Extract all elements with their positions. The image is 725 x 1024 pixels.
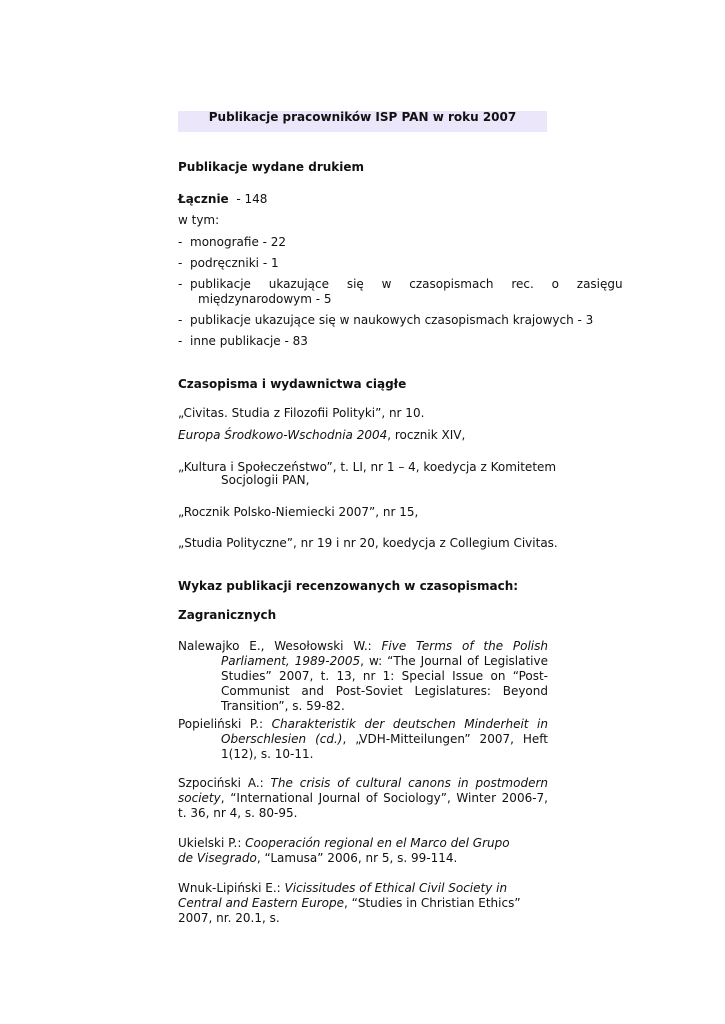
- journal-title: Europa Środkowo-Wschodnia 2004: [178, 428, 388, 442]
- list-item: [178, 277, 623, 292]
- publication-entry: [178, 836, 523, 866]
- journal-entry: „Studia Polityczne”, nr 19 i nr 20, koedycja z Collegium Civitas.: [178, 536, 558, 550]
- publication-title: Five Terms of the Polish Parliament, 1989-2005: [221, 639, 549, 668]
- bullet: -: [178, 313, 183, 327]
- publication-title: Charakteristik der deutschen Minderheit in Oberschlesien (cd.): [221, 717, 549, 746]
- publication-author: Popieliński P.:: [178, 717, 272, 731]
- bullet: -: [178, 235, 183, 249]
- journal-entry-continuation: Socjologii PAN,: [221, 473, 310, 487]
- total-line: [178, 192, 267, 207]
- publication-author: Ukielski P.:: [178, 836, 246, 850]
- list-item: [178, 256, 550, 271]
- publication-author: Szpociński A.:: [178, 776, 271, 790]
- journal-entry: „Rocznik Polsko-Niemiecki 2007”, nr 15,: [178, 505, 419, 519]
- journal-entry: „Kultura i Społeczeństwo”, t. LI, nr 1 – 4, koedycja z Komitetem: [178, 460, 557, 474]
- bullet: -: [178, 256, 183, 270]
- publication-details: , “Lamusa” 2006, nr 5, s. 99-114.: [256, 851, 458, 865]
- journals-heading: Czasopisma i wydawnictwa ciągłe: [178, 377, 407, 391]
- journal-details: , rocznik XIV,: [387, 428, 466, 442]
- publication-title: Cooperación regional en el Marco del Grupo de Visegrado: [178, 836, 510, 865]
- list-item: [178, 334, 550, 349]
- printed-section-heading: Publikacje wydane drukiem: [178, 160, 365, 174]
- reviewed-heading: Wykaz publikacji recenzowanych w czasopismach:: [178, 579, 519, 593]
- list-item-text: monografie - 22: [190, 235, 287, 249]
- total-value: - 148: [236, 192, 268, 206]
- list-item: [178, 313, 594, 328]
- publication-author: Nalewajko E., Wesołowski W.:: [178, 639, 382, 653]
- publication-entry: [178, 881, 548, 926]
- publication-title: The crisis of cultural canons in postmodern society: [178, 776, 548, 805]
- list-item-text: inne publikacje - 83: [190, 334, 308, 348]
- page-title: Publikacje pracowników ISP PAN w roku 2007: [208, 110, 517, 124]
- foreign-heading: Zagranicznych: [178, 608, 277, 622]
- bullet: -: [178, 334, 183, 348]
- list-item-text: publikacje ukazujące się w czasopismach rec. o zasięgu: [190, 277, 623, 291]
- including-label: w tym:: [178, 213, 220, 227]
- publication-details: , “Studies in Christian Ethics” 2007, nr. 20.1, s.: [178, 896, 521, 925]
- list-item-continuation: międzynarodowym - 5: [198, 292, 332, 306]
- journal-entry: [178, 428, 465, 443]
- publication-author: Wnuk-Lipiński E.:: [178, 881, 285, 895]
- publication-details: , “International Journal of Sociology”, Winter 2006-7, t. 36, nr 4, s. 80-95.: [178, 791, 548, 820]
- list-item-text: podręczniki - 1: [190, 256, 279, 270]
- total-label: Łącznie: [178, 192, 229, 206]
- list-item: [178, 235, 550, 250]
- list-item-text: publikacje ukazujące się w naukowych czasopismach krajowych - 3: [190, 313, 594, 327]
- publication-details: , w: “The Journal of Legislative Studies” 2007, t. 13, nr 1: Special Issue on “Post-Communist and Post-Soviet Legislatures: Beyond Transition”, s. 59-82.: [221, 654, 549, 713]
- publication-entry: [178, 639, 548, 714]
- publication-title: Vicissitudes of Ethical Civil Society in Central and Eastern Europe: [178, 881, 508, 910]
- publication-entry: [178, 717, 548, 762]
- publication-entry: [178, 776, 548, 821]
- journal-entry: „Civitas. Studia z Filozofii Polityki”, nr 10.: [178, 406, 425, 420]
- publication-details: , „VDH-Mitteilungen” 2007, Heft 1(12), s. 10-11.: [221, 732, 548, 761]
- bullet: -: [178, 277, 183, 291]
